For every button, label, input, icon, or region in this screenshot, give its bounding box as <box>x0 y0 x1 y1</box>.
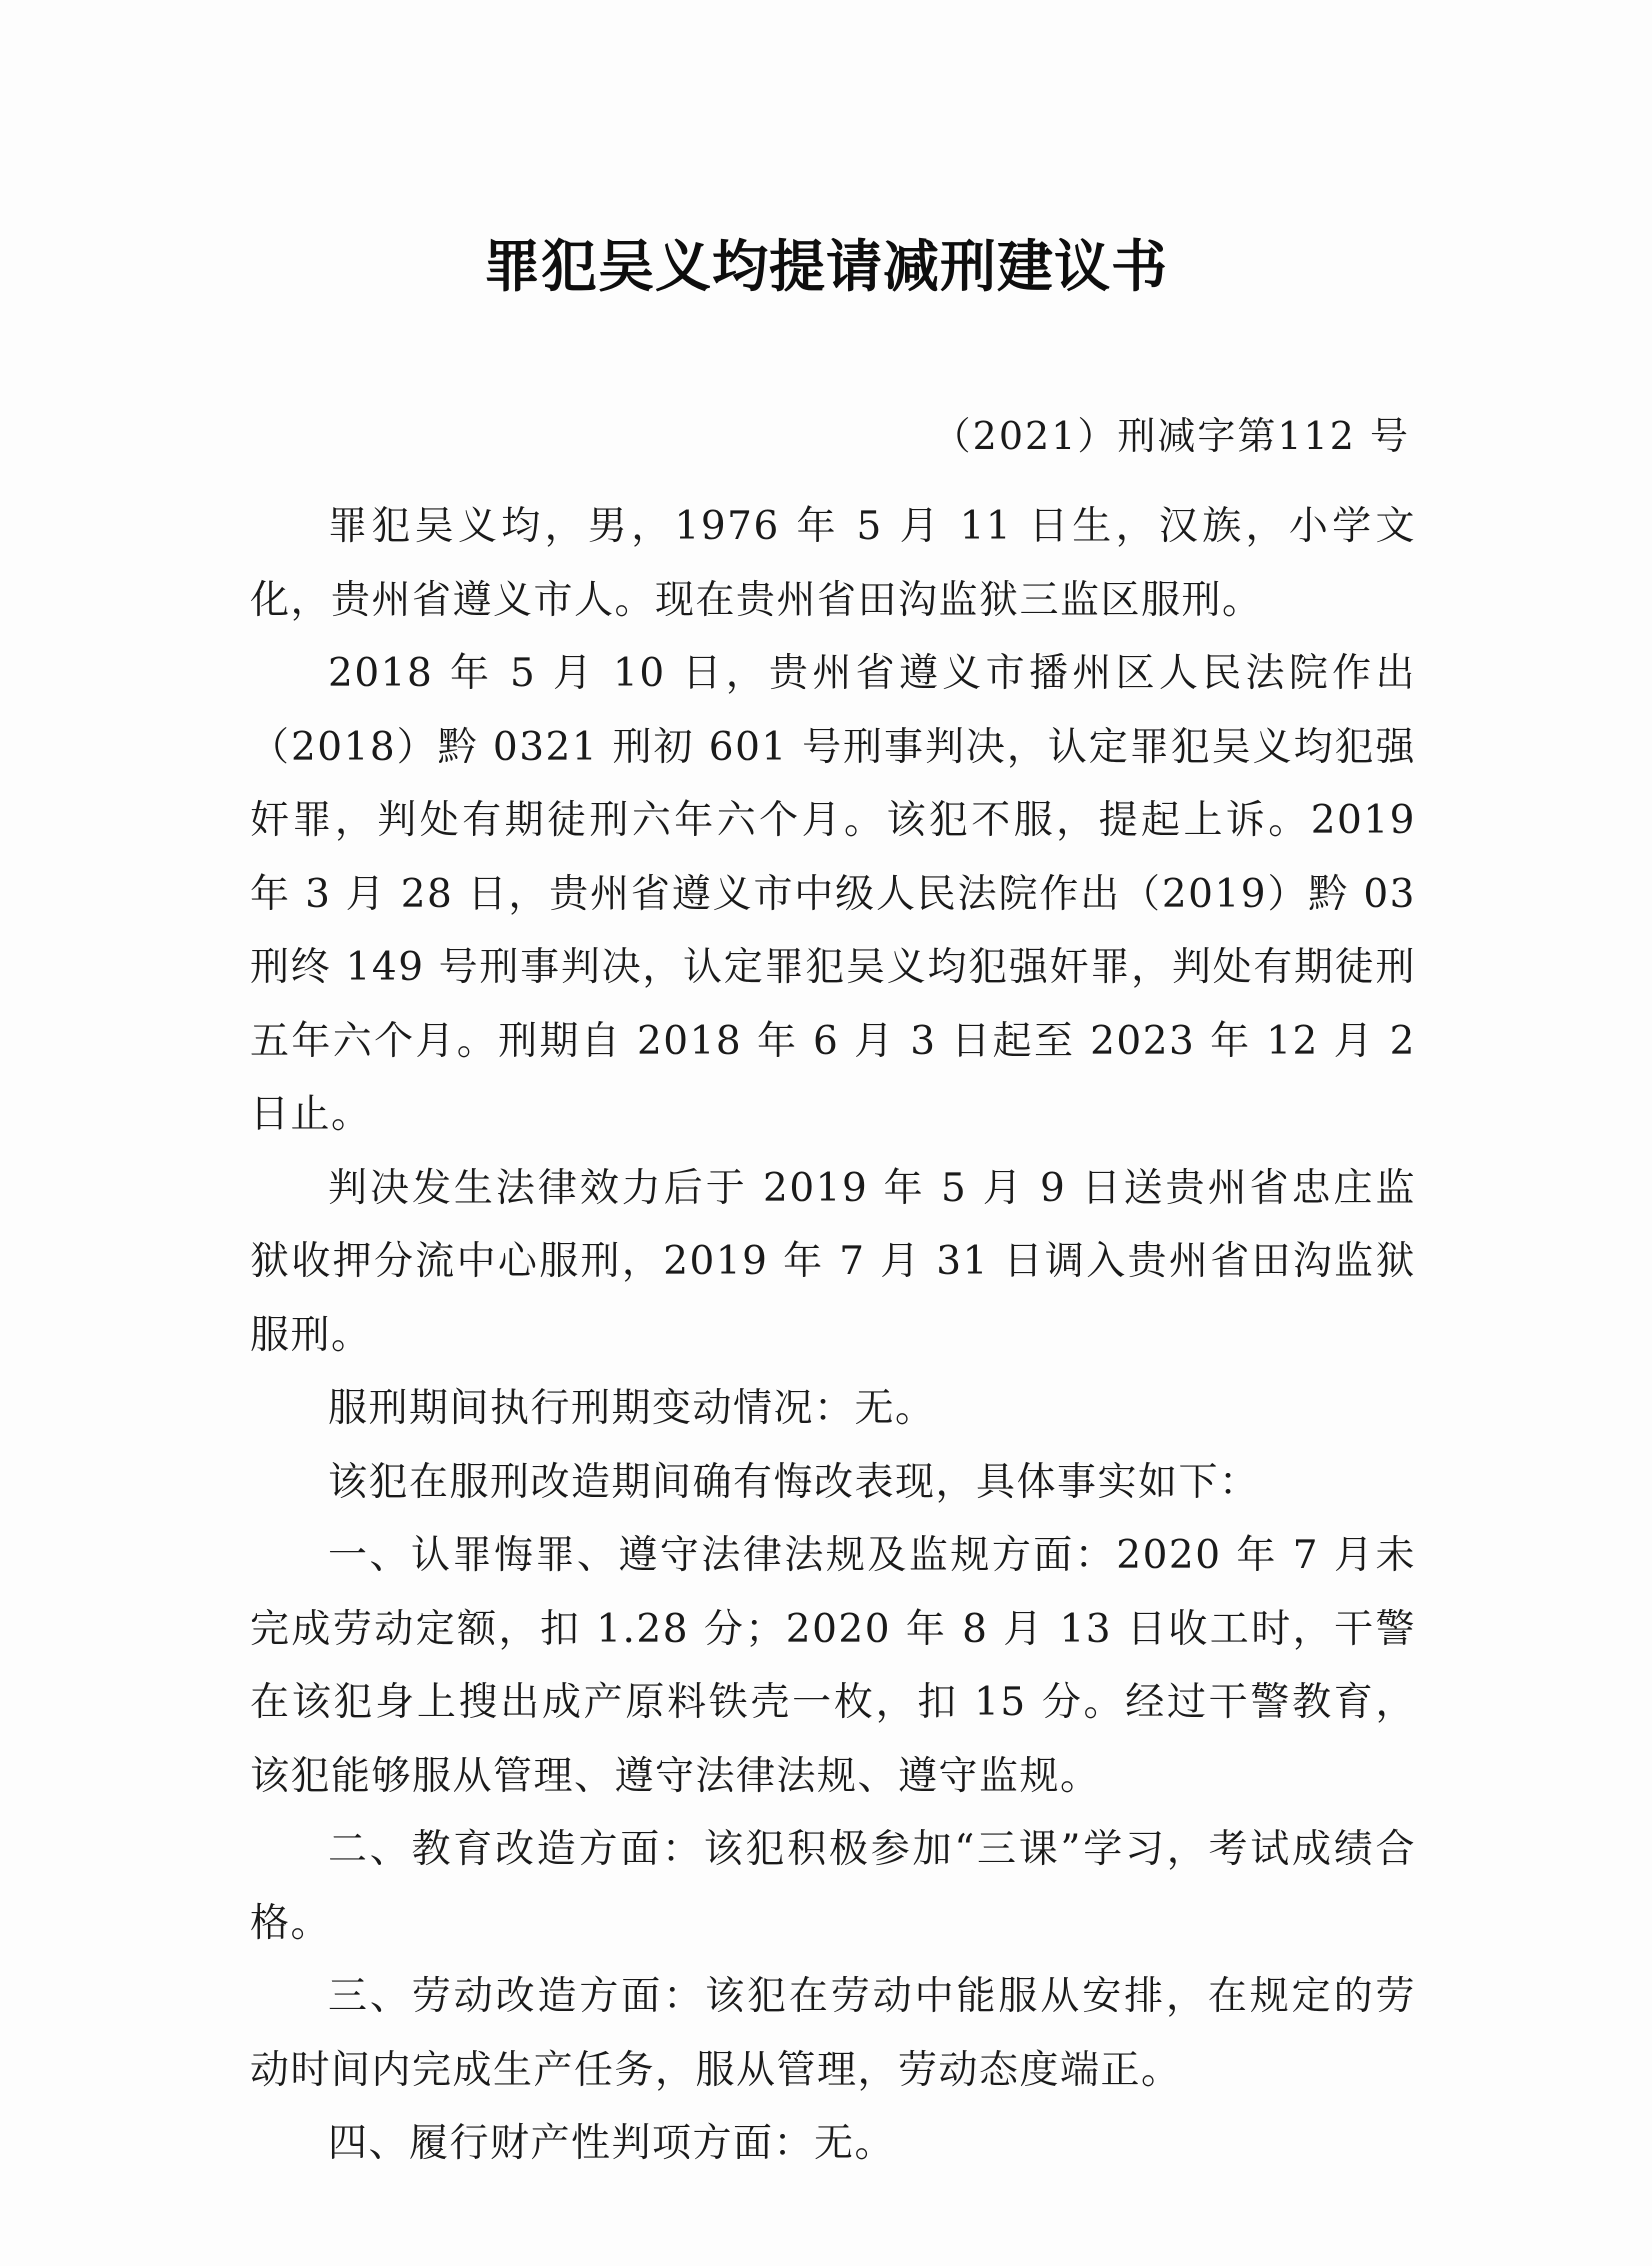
document-title: 罪犯吴义均提请减刑建议书 <box>484 235 1168 300</box>
paragraph-property: 四、履行财产性判项方面：无。 <box>328 2121 896 2166</box>
paragraph-sentence-changes: 服刑期间执行刑期变动情况：无。 <box>328 1386 936 1431</box>
paragraph-judgment-history: 2018 年 5 月 10 日，贵州省遵义市播州区人民法院作出（2018）黔 0321 刑初 601 号刑事判决，认定罪犯吴义均犯强奸罪，判处有期徒刑六年六个月。该犯不服，提起上诉。2019 年 3 月 28 日，贵州省遵义市中级人民法院作出（2019）黔 03 刑终 149 号刑事判决，认定罪犯吴义均犯强奸罪，判处有期徒刑五年六个月。刑期自 2018 年 6 月 3 日起至 2023 年 12 月 2 日止。 <box>250 651 1416 1137</box>
paragraph-education: 二、教育改造方面：该犯积极参加“三课”学习，考试成绩合格。 <box>250 1827 1416 1946</box>
document-body <box>250 490 1416 2181</box>
paragraph-discipline: 一、认罪悔罪、遵守法律法规及监规方面：2020 年 7 月未完成劳动定额，扣 1.28 分；2020 年 8 月 13 日收工时，干警在该犯身上搜出成产原料铁壳一枚，扣 15 分。经过干警教育，该犯能够服从管理、遵守法律法规、遵守监规。 <box>250 1533 1416 1799</box>
paragraph-reform-intro: 该犯在服刑改造期间确有悔改表现，具体事实如下： <box>328 1459 1260 1505</box>
paragraph-custody-transfer: 判决发生法律效力后于 2019 年 5 月 9 日送贵州省忠庄监狱收押分流中心服刑，2019 年 7 月 31 日调入贵州省田沟监狱服刑。 <box>250 1165 1416 1358</box>
paragraph-prisoner-info: 罪犯吴义均，男，1976 年 5 月 11 日生，汉族，小学文化，贵州省遵义市人。现在贵州省田沟监狱三监区服刑。 <box>250 504 1416 623</box>
paragraph-labor: 三、劳动改造方面：该犯在劳动中能服从安排，在规定的劳动时间内完成生产任务，服从管理，劳动态度端正。 <box>250 1974 1416 2093</box>
document-number: （2021）刑减字第112 号 <box>932 414 1410 458</box>
